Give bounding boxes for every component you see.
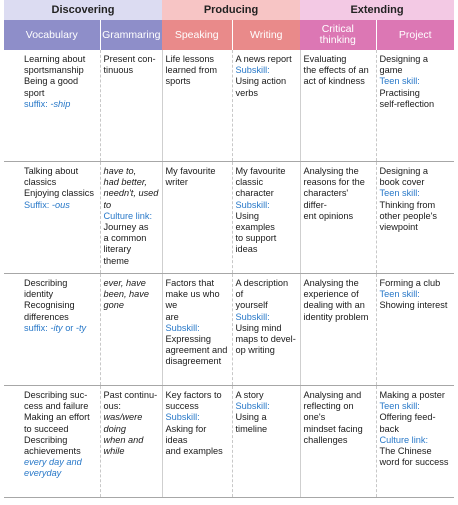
cell-text: back [379,423,399,434]
column-critical-line1: Critical [321,23,354,35]
cell-text: Analysing and [303,390,362,400]
cell-speaking [162,274,232,386]
subskill-label: Subskill: [235,65,270,76]
culture-link-label: Culture link: [103,210,153,221]
cell-text: sports [165,76,191,87]
cell-vocabulary [4,274,100,386]
cell-text: Expressing [165,334,211,345]
group-discovering: Discovering [4,0,162,20]
cell-text: success [165,401,199,412]
culture-link-label: Culture link: [379,434,429,445]
cell-text: literary theme [103,244,132,266]
cell-text: experience of [303,289,359,300]
cell-text-highlight: everyday [24,468,62,479]
cell-text: cess and failure [24,401,89,412]
cell-text: while [103,446,125,457]
cell-text: Asking for ideas [165,423,207,445]
cell-text: Analysing the [303,166,359,176]
cell-text: sportsmanship [24,65,84,76]
column-grammaring: Grammaring [100,20,162,50]
cell-text: The Chinese [379,446,432,457]
cell-text: agreement and [165,345,228,356]
cell-text: identity [24,289,54,300]
cell-text: to [103,199,112,210]
table-row [4,50,454,162]
cell-speaking [162,386,232,498]
group-producing: Producing [162,0,300,20]
table-row [4,274,454,386]
cell-text: sport [24,87,45,98]
cell-critical-thinking [300,162,376,274]
cell-text: Making a poster [379,390,445,400]
cell-writing [232,274,300,386]
cell-text: My favourite [165,166,216,176]
cell-text: Life lessons [165,54,215,64]
cell-critical-thinking [300,386,376,498]
subskill-label: Subskill: [165,322,200,333]
subskill-label: Subskill: [165,412,200,423]
suffix-value: -ous [51,199,70,210]
subskill-label: Subskill: [235,311,270,322]
cell-text: maps to devel- [235,334,296,345]
cell-speaking [162,162,232,274]
cell-text: A story [235,390,264,400]
teen-skill-label: Teen skill: [379,188,420,199]
cell-text: ous: [103,401,121,412]
column-speaking: Speaking [162,20,232,50]
cell-text: viewpoint [379,222,418,233]
cell-project [376,50,454,162]
suffix-line [24,323,97,334]
column-header-row [4,20,454,50]
cell-text: have to, [103,166,137,176]
cell-text: word for success [379,457,449,468]
cell-text: identity problem [303,311,369,322]
cell-text: Describing [24,278,68,288]
column-vocabulary: Vocabulary [4,20,100,50]
cell-text: had better, [103,177,147,188]
cell-text: Present con- [103,54,156,64]
cell-text: are [165,311,179,322]
teen-skill-label: Teen skill: [379,76,420,87]
cell-text-highlight: every day and [24,457,82,468]
cell-text: A news report [235,54,292,64]
cell-grammaring [100,162,162,274]
cell-text: to support ideas [235,233,277,255]
cell-text: classics [24,177,57,188]
table-row [4,162,454,274]
cell-text: and examples [165,446,223,457]
suffix-value-2: -ty [75,322,87,333]
cell-grammaring [100,274,162,386]
cell-text: a common [103,233,147,244]
cell-text: Offering feed- [379,412,436,423]
cell-text: A description of [235,278,289,300]
cell-text: book cover [379,177,425,188]
cell-text: was/were [103,412,143,423]
teen-skill-label: Teen skill: [379,401,420,412]
cell-text: disagreement [165,356,222,367]
cell-text: act of kindness [303,76,365,87]
cell-text: to succeed [24,423,69,434]
cell-text: Designing a [379,54,429,64]
column-critical-thinking [300,20,376,50]
cell-text: Enjoying classics [24,188,94,199]
cell-text: Factors that [165,278,215,288]
cell-text: differences [24,311,69,322]
cell-text: when and [103,434,144,445]
cell-text: Using a timeline [235,412,268,434]
group-extending: Extending [300,0,454,20]
cell-text: ent opinions [303,210,354,221]
cell-writing [232,162,300,274]
cell-text: needn't, used [103,188,159,199]
cell-vocabulary [4,162,100,274]
cell-text: learned from [165,65,218,76]
column-project: Project [376,20,454,50]
cell-text: Describing [24,434,68,445]
cell-text: challenges [303,434,348,445]
cell-speaking [162,50,232,162]
cell-text: Evaluating [303,54,347,64]
cell-text: Using mind [235,322,282,333]
cell-critical-thinking [300,274,376,386]
cell-text: Past continu- [103,390,158,400]
cell-text: make us who we [165,289,220,311]
cell-text: classic character [235,177,274,199]
cell-text: self-reflection [379,98,435,109]
cell-critical-thinking [300,50,376,162]
cell-text: achievements [24,446,81,457]
cell-text: yourself [235,300,268,311]
cell-writing [232,386,300,498]
cell-text: Recognising [24,300,75,311]
cell-text: doing [103,423,126,434]
cell-text: Practising [379,87,420,98]
cell-text: tinuous [103,65,134,76]
cell-text: characters' differ- [303,188,349,210]
cell-vocabulary [4,386,100,498]
cell-text: other people's [379,210,437,221]
curriculum-table [4,0,454,498]
cell-text: verbs [235,87,258,98]
subskill-label: Subskill: [235,199,270,210]
cell-writing [232,50,300,162]
cell-text: game [379,65,403,76]
subskill-label: Subskill: [235,401,270,412]
cell-text: Using action [235,76,287,87]
cell-text: Learning about [24,54,86,64]
teen-skill-label: Teen skill: [379,289,420,300]
cell-text: writer [165,177,188,188]
cell-grammaring [100,386,162,498]
cell-text: Using examples [235,210,275,233]
suffix-line [24,99,97,110]
cell-text: Journey as [103,222,149,233]
cell-text-mixed [104,401,159,423]
cell-text: Showing interest [379,300,448,311]
group-header-row [4,0,454,20]
cell-text: Analysing the [303,278,359,288]
table-row [4,386,454,498]
cell-text: gone [103,300,124,311]
suffix-value: -ship [50,98,71,109]
cell-text: Designing a [379,166,429,176]
cell-project [376,386,454,498]
suffix-value: -ity [50,322,63,333]
cell-text: Making an effort [24,412,90,423]
column-critical-line2: thinking [319,34,356,46]
cell-project [376,274,454,386]
column-writing: Writing [232,20,300,50]
cell-text: Being a good [24,76,79,87]
cell-text: My favourite [235,166,286,176]
cell-text: Forming a club [379,278,441,288]
cell-text: ever, have [103,278,146,288]
suffix-label: suffix: [24,322,51,333]
cell-text: Thinking from [379,199,436,210]
cell-text: been, have [103,289,149,300]
suffix-label: Suffix: [24,199,52,210]
cell-text: reasons for the [303,177,365,188]
cell-text: Key factors to [165,390,222,400]
cell-text: Talking about [24,166,79,176]
cell-project [376,162,454,274]
cell-text: the effects of an [303,65,369,76]
cell-grammaring [100,50,162,162]
cell-text: dealing with an [303,300,365,311]
cell-text: reflecting on one's [303,401,354,423]
cell-text: mindset facing [303,423,363,434]
cell-vocabulary [4,50,100,162]
suffix-line [24,200,97,211]
suffix-or: or [62,322,76,333]
suffix-label: suffix: [24,98,51,109]
cell-text: Describing suc- [24,390,88,400]
cell-text: op writing [235,345,275,356]
